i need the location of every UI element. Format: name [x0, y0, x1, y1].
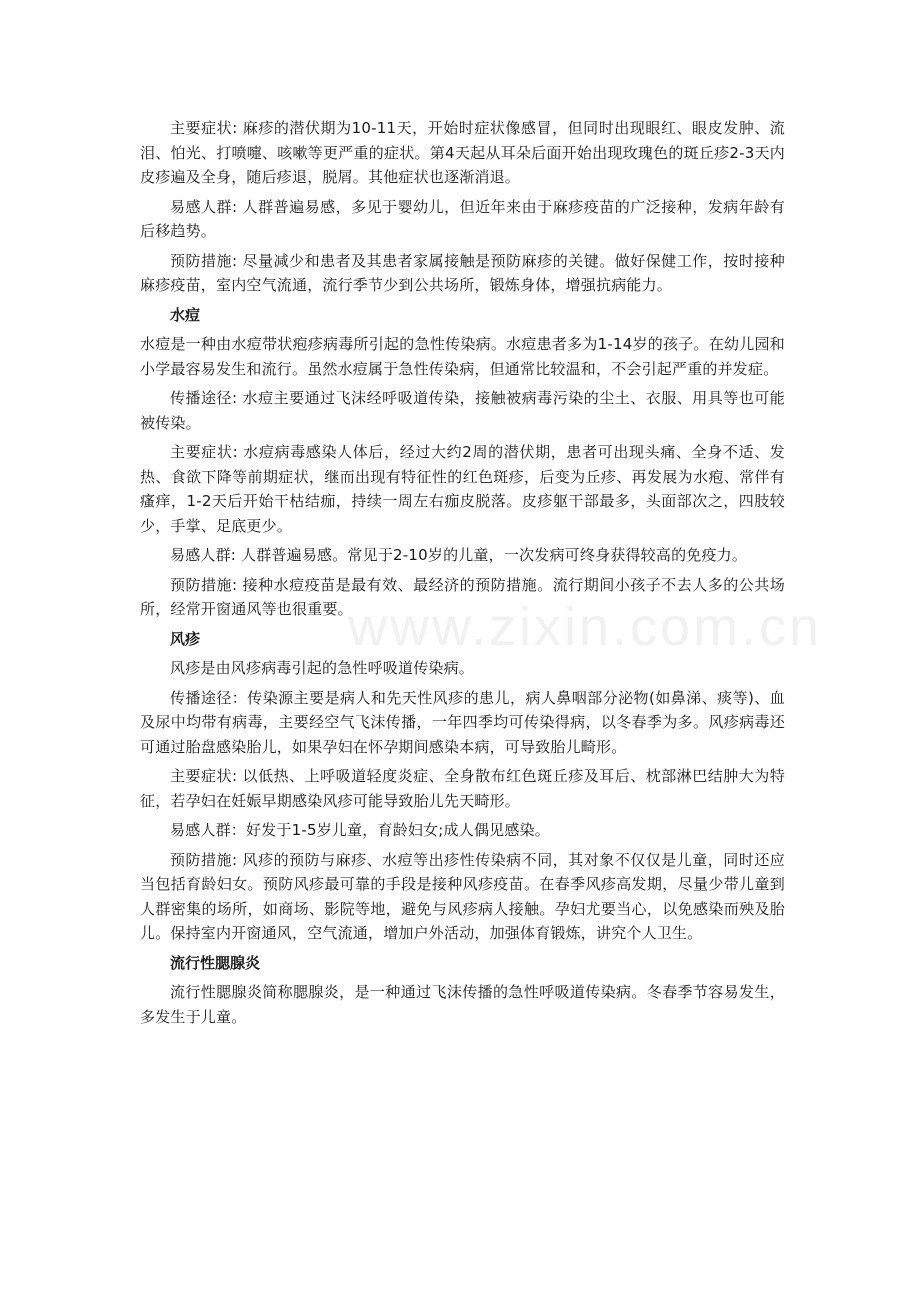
- rubella-intro: 风疹是由风疹病毒引起的急性呼吸道传染病。: [170, 659, 475, 677]
- chickenpox-transmission: 传播途径: 水痘主要通过飞沫经呼吸道传染，接触被病毒污染的尘土、衣服、用具等也可能被传染。: [140, 389, 785, 432]
- rubella-transmission: 传播途径：传染源主要是病人和先天性风疹的患儿，病人鼻咽部分泌物(如鼻涕、痰等)、血及尿中均带有病毒，主要经空气飞沫传播，一年四季均可传染得病，以冬春季为多。风疹病毒还可通过胎盘感染胎儿，如果孕妇在怀孕期间感染本病，可导致胎儿畸形。: [140, 688, 785, 756]
- measles-susceptible: 易感人群: 人群普遍易感，多见于婴幼儿，但近年来由于麻疹疫苗的广泛接种，发病年龄有后移趋势。: [140, 197, 785, 240]
- measles-prevention: 预防措施: 尽量减少和患者及其患者家属接触是预防麻疹的关键。做好保健工作，按时接种麻疹疫苗，室内空气流通，流行季节少到公共场所，锻炼身体，增强抗病能力。: [140, 251, 785, 294]
- chickenpox-susceptible: 易感人群: 人群普遍易感。常见于2-10岁的儿童，一次发病可终身获得较高的免疫力。: [170, 546, 748, 564]
- mumps-intro: 流行性腮腺炎简称腮腺炎，是一种通过飞沫传播的急性呼吸道传染病。冬春季节容易发生，多发生于儿童。: [140, 983, 785, 1026]
- rubella-symptoms: 主要症状: 以低热、上呼吸道轻度炎症、全身散布红色斑丘疹及耳后、枕部淋巴结肿大为特征，若孕妇在妊娠早期感染风疹可能导致胎儿先天畸形。: [140, 767, 785, 810]
- document-body: [140, 116, 785, 1034]
- heading-rubella: 风疹: [170, 629, 201, 648]
- chickenpox-prevention: 预防措施: 接种水痘疫苗是最有效、最经济的预防措施。流行期间小孩子不去人多的公共场所，经常开窗通风等也很重要。: [140, 575, 785, 618]
- chickenpox-intro: 水痘是一种由水痘带状疱疹病毒所引起的急性传染病。水痘患者多为1-14岁的孩子。在幼儿园和小学最容易发生和流行。虽然水痘属于急性传染病，但通常比较温和，不会引起严重的并发症。: [140, 335, 785, 378]
- heading-chickenpox: 水痘: [170, 305, 201, 324]
- heading-mumps: 流行性腮腺炎: [170, 953, 261, 972]
- watermark: www.zixin.com.cn: [348, 597, 823, 657]
- rubella-prevention: 预防措施: 风疹的预防与麻疹、水痘等出疹性传染病不同，其对象不仅仅是儿童，同时还应当包括育龄妇女。预防风疹最可靠的手段是接种风疹疫苗。在春季风疹高发期，尽量少带儿童到人群密集的场所，如商场、影院等地，避免与风疹病人接触。孕妇尤要当心，以免感染而殃及胎儿。保持室内开窗通风，空气流通，增加户外活动，加强体育锻炼，讲究个人卫生。: [140, 850, 785, 942]
- rubella-susceptible: 易感人群：好发于1-5岁儿童，育龄妇女;成人偶见感染。: [170, 821, 550, 839]
- chickenpox-symptoms: 主要症状: 水痘病毒感染人体后，经过大约2周的潜伏期，患者可出现头痛、全身不适、发热、食欲下降等前期症状，继而出现有特征性的红色斑疹，后变为丘疹、再发展为水疱、常伴有瘙痒，1-2天后开始干枯结痂，持续一周左右痂皮脱落。皮疹躯干部最多，头面部次之，四肢较少，手掌、足底更少。: [140, 443, 785, 535]
- measles-symptoms: 主要症状: 麻疹的潜伏期为10-11天，开始时症状像感冒，但同时出现眼红、眼皮发肿、流泪、怕光、打喷嚏、咳嗽等更严重的症状。第4天起从耳朵后面开始出现玫瑰色的斑丘疹2-3天内皮疹遍及全身，随后疹退，脱屑。其他症状也逐渐消退。: [140, 119, 785, 186]
